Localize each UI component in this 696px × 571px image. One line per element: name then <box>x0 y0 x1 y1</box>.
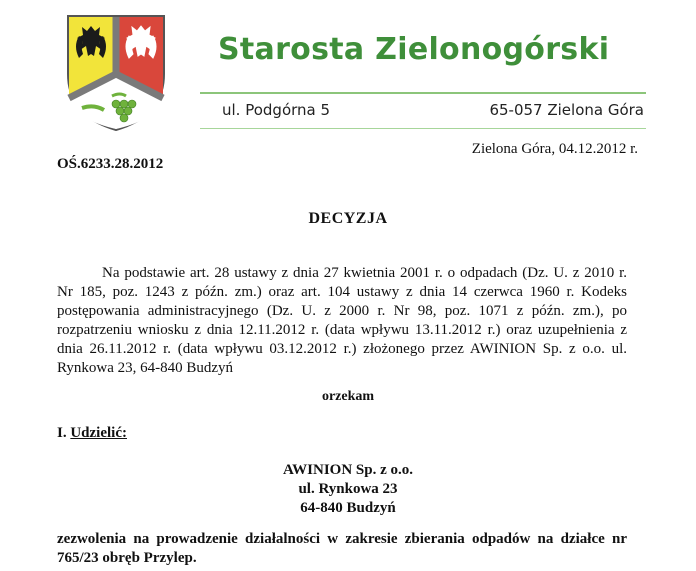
ruling-word: orzekam <box>321 389 375 404</box>
coat-of-arms-icon <box>64 12 168 132</box>
section-heading <box>57 425 127 442</box>
office-title: Starosta Zielonogórski <box>218 32 610 67</box>
company-name: AWINION Sp. z o.o. <box>282 462 414 478</box>
reference-number: OŚ.6233.28.2012 <box>57 156 164 172</box>
permit-text: zezwolenia na prowadzenie działalności w zakresie zbierania odpadów na działce nr 765/23 obręb Przylep. <box>57 531 627 566</box>
header-divider <box>200 92 646 94</box>
legal-basis-paragraph: Na podstawie art. 28 ustawy z dnia 27 kwietnia 2001 r. o odpadach (Dz. U. z 2010 r. Nr 185, poz. 1243 z późn. zm.) oraz art. 104 ustawy z dnia 14 czerwca 1960 r. Kodeks postępowania administracyjnego (Dz. U. z 2000 r. Nr 98, poz. 1071 z późn. zm.), po rozpatrzeniu wniosku z dnia 12.11.2012 r. (data wpływu 13.11.2012 r.) oraz uzupełnienia z dnia 26.11.2012 r. (data wpływu 03.12.2012 r.) złożonego przez AWINION Sp. z o.o. ul. Rynkowa 23, 64-840 Budzyń <box>57 265 627 376</box>
company-street: ul. Rynkowa 23 <box>298 481 398 497</box>
section-verb: Udzielić: <box>70 425 127 441</box>
company-city: 64-840 Budzyń <box>300 500 396 516</box>
company-address-block <box>0 461 696 518</box>
header-bottom-divider <box>200 128 646 129</box>
address-street: ul. Podgórna 5 <box>222 101 331 119</box>
place-date: Zielona Góra, 04.12.2012 r. <box>471 141 638 157</box>
address-city: 65-057 Zielona Góra <box>489 101 644 119</box>
document-title: DECYZJA <box>308 210 388 227</box>
section-number: I. <box>57 425 67 441</box>
